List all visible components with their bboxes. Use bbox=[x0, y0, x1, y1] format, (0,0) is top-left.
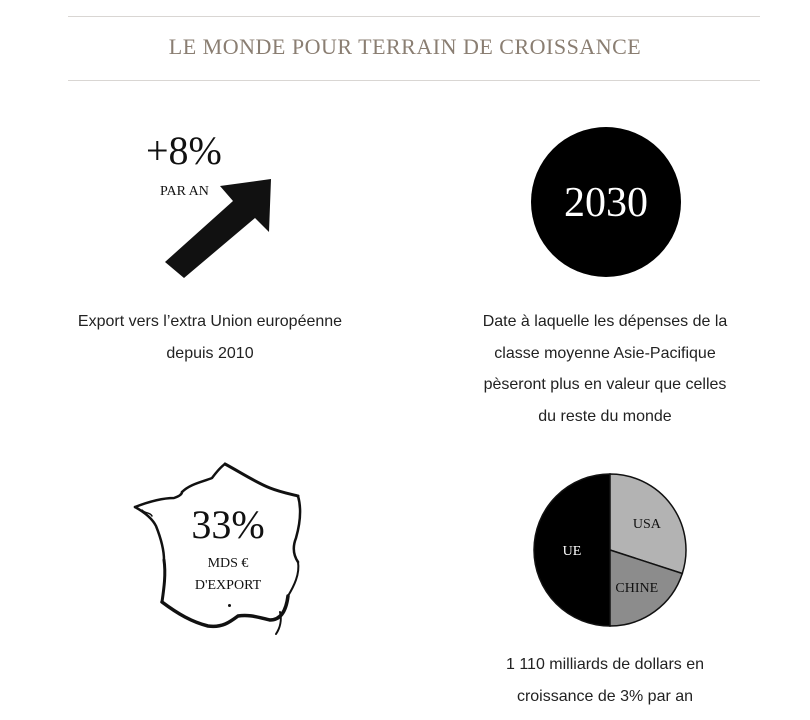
page-title: LE MONDE POUR TERRAIN DE CROISSANCE bbox=[168, 34, 642, 59]
year-value: 2030 bbox=[564, 180, 648, 226]
pie-label-chine: CHINE bbox=[615, 580, 659, 596]
caption-line: croissance de 3% par an bbox=[516, 687, 694, 705]
up-right-arrow-icon bbox=[160, 174, 275, 279]
caption-line: depuis 2010 bbox=[166, 344, 254, 362]
france-value: 33% bbox=[191, 502, 265, 547]
caption-line: Export vers l’extra Union européenne bbox=[77, 313, 343, 330]
title-divider bbox=[68, 80, 760, 81]
caption-line: 1 110 milliards de dollars en bbox=[505, 656, 705, 673]
pie-caption bbox=[420, 649, 790, 712]
france-map-icon bbox=[130, 462, 310, 637]
caption-line: Date à laquelle les dépenses de la bbox=[482, 313, 728, 330]
caption-line: du reste du monde bbox=[538, 407, 672, 425]
pie-label-usa: USA bbox=[632, 517, 661, 533]
caption-line: classe moyenne Asie-Pacifique bbox=[494, 344, 716, 362]
top-divider bbox=[68, 16, 760, 17]
pie-label-ue: UE bbox=[562, 544, 582, 559]
growth-unit: PAR AN bbox=[160, 184, 209, 199]
france-dot bbox=[228, 604, 231, 607]
france-line1: MDS € bbox=[207, 556, 249, 571]
region-pie-chart bbox=[530, 470, 690, 630]
growth-caption bbox=[40, 306, 380, 369]
caption-line: pèseront plus en valeur que celles bbox=[483, 376, 727, 393]
france-line2: D'EXPORT bbox=[194, 578, 262, 593]
growth-value: +8% bbox=[146, 128, 222, 173]
year-caption bbox=[420, 306, 790, 432]
